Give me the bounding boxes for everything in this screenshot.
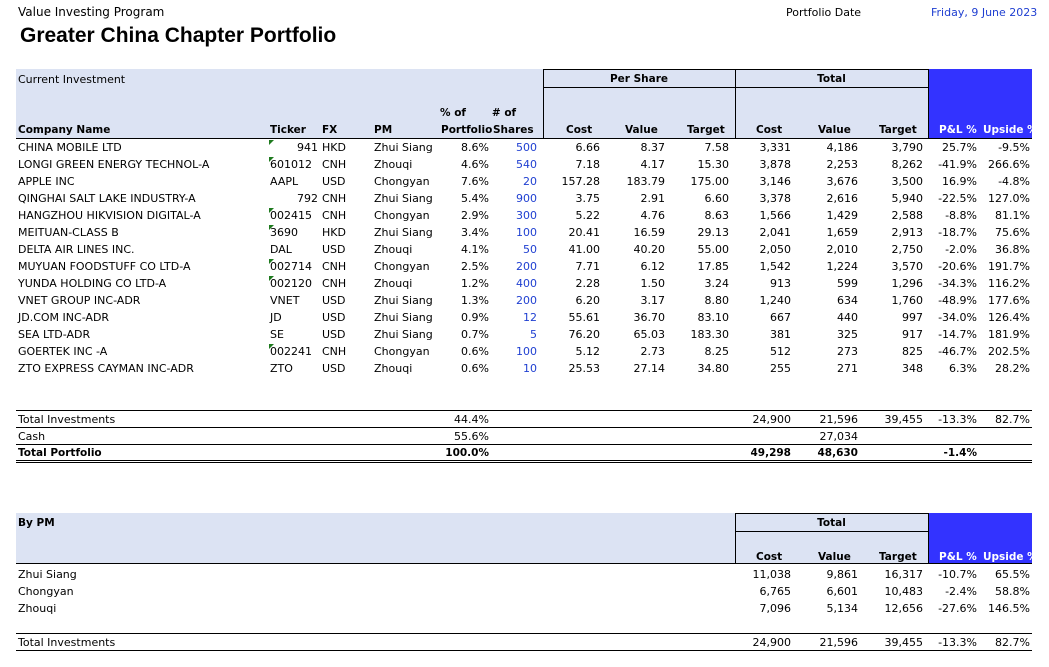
cell-t-value: 440 [837, 311, 858, 324]
cell-ticker: JD [270, 311, 282, 324]
cell-upside: 191.7% [988, 260, 1030, 273]
cell-upside: -9.5% [998, 141, 1030, 154]
cell-ticker: 941 [297, 141, 318, 154]
by-pm-top-line [735, 513, 928, 514]
cell-t-target: 917 [902, 328, 923, 341]
shares-header-line1: # of [491, 107, 517, 119]
table-row [0, 258, 1049, 275]
cell-fx: CNH [322, 158, 347, 171]
by-pm-total-label: Total Investments [18, 636, 116, 649]
pm-cell-target: 16,317 [884, 568, 923, 581]
pm-cell-cost: 6,765 [759, 585, 791, 598]
text-number-flag-icon [269, 344, 274, 349]
cell-t-cost: 2,050 [759, 243, 791, 256]
cell-upside: 181.9% [988, 328, 1030, 341]
cell-fx: USD [322, 243, 346, 256]
cell-ps-cost: 3.75 [575, 192, 600, 205]
cash-pct: 55.6% [454, 430, 489, 443]
cell-t-target: 348 [902, 362, 923, 375]
cell-pm: Zhui Siang [374, 311, 433, 324]
cell-ps-target: 6.60 [704, 192, 729, 205]
cell-fx: HKD [322, 141, 346, 154]
cell-ticker: SE [270, 328, 284, 341]
date-label: Portfolio Date [786, 6, 862, 19]
cell-t-value: 4,186 [826, 141, 858, 154]
cell-company: LONGI GREEN ENERGY TECHNOL-A [18, 158, 210, 171]
cell-ps-target: 34.80 [697, 362, 729, 375]
cell-shares: 12 [523, 311, 537, 324]
pm-cell-pl: -27.6% [938, 602, 977, 615]
cell-pct: 5.4% [461, 192, 489, 205]
cell-pct: 2.9% [461, 209, 489, 222]
cell-ps-value: 40.20 [633, 243, 665, 256]
cell-ps-target: 3.24 [704, 277, 729, 290]
pm-cell-pm: Chongyan [18, 585, 74, 598]
cell-shares: 5 [530, 328, 537, 341]
cell-ps-cost: 76.20 [568, 328, 600, 341]
col-ticker: Ticker [270, 124, 306, 136]
col-t-cost: Cost [756, 124, 783, 136]
col-t-target: Target [879, 124, 917, 136]
cell-pl: 6.3% [949, 362, 977, 375]
cell-company: MUYUAN FOODSTUFF CO LTD-A [18, 260, 191, 273]
text-number-flag-icon [269, 259, 274, 264]
cell-t-cost: 667 [770, 311, 791, 324]
cell-pl: -48.9% [938, 294, 977, 307]
cell-t-value: 325 [837, 328, 858, 341]
cell-pct: 0.7% [461, 328, 489, 341]
cell-ps-value: 6.12 [640, 260, 665, 273]
text-number-flag-icon [269, 208, 274, 213]
by-pm-total-right [928, 513, 929, 563]
cell-t-target: 2,588 [891, 209, 923, 222]
col-pl: P&L % [939, 124, 977, 136]
cell-pm: Chongyan [374, 260, 430, 273]
cell-ps-value: 36.70 [633, 311, 665, 324]
cell-t-target: 2,750 [891, 243, 923, 256]
table-row [0, 173, 1049, 190]
cell-pct: 2.5% [461, 260, 489, 273]
cell-t-value: 271 [837, 362, 858, 375]
cell-fx: USD [322, 175, 346, 188]
cell-ps-cost: 55.61 [568, 311, 600, 324]
cell-ps-target: 7.58 [704, 141, 729, 154]
cell-t-target: 2,913 [891, 226, 923, 239]
cell-pm: Zhui Siang [374, 226, 433, 239]
cell-ps-value: 4.17 [640, 158, 665, 171]
cell-ps-target: 8.25 [704, 345, 729, 358]
cell-t-cost: 1,566 [759, 209, 791, 222]
cell-shares: 100 [516, 226, 537, 239]
cell-ps-value: 2.73 [640, 345, 665, 358]
table-row [0, 275, 1049, 292]
cell-fx: CNH [322, 192, 347, 205]
cell-t-value: 599 [837, 277, 858, 290]
cell-t-value: 634 [837, 294, 858, 307]
cell-pm: Zhouqi [374, 243, 413, 256]
list-item [0, 600, 1049, 617]
cell-company: QINGHAI SALT LAKE INDUSTRY-A [18, 192, 196, 205]
pm-cell-target: 12,656 [884, 602, 923, 615]
by-pm-mid-line [735, 531, 928, 532]
cell-t-cost: 913 [770, 277, 791, 290]
table-row [0, 292, 1049, 309]
total-investments-label: Total Investments [18, 413, 116, 426]
by-pm-total-cost: 24,900 [752, 636, 791, 649]
total-portfolio-label: Total Portfolio [18, 447, 102, 459]
cell-pct: 4.6% [461, 158, 489, 171]
pm-cell-value: 5,134 [826, 602, 858, 615]
cell-pct: 0.9% [461, 311, 489, 324]
cell-company: GOERTEK INC -A [18, 345, 108, 358]
cell-ticker: 002241 [270, 345, 312, 358]
by-pm-total-header: Total [817, 517, 846, 529]
pm-cell-value: 6,601 [826, 585, 858, 598]
cell-pl: -18.7% [938, 226, 977, 239]
per-share-header: Per Share [609, 73, 669, 85]
text-number-flag-icon [269, 157, 274, 162]
by-pm-col-upside: Upside % [983, 551, 1038, 563]
cell-t-cost: 3,146 [759, 175, 791, 188]
cell-ticker: VNET [270, 294, 300, 307]
cell-t-value: 3,676 [826, 175, 858, 188]
cell-shares: 20 [523, 175, 537, 188]
cash-value: 27,034 [819, 430, 858, 443]
total-investments-value: 21,596 [819, 413, 858, 426]
cell-t-cost: 3,331 [759, 141, 791, 154]
cell-shares: 900 [516, 192, 537, 205]
cell-pl: -20.6% [938, 260, 977, 273]
cell-ps-value: 65.03 [633, 328, 665, 341]
cell-t-cost: 2,041 [759, 226, 791, 239]
cash-row [0, 428, 1049, 445]
pm-cell-pm: Zhui Siang [18, 568, 77, 581]
total-portfolio-cost: 49,298 [750, 447, 791, 459]
table-row [0, 156, 1049, 173]
cell-ps-value: 16.59 [633, 226, 665, 239]
text-number-flag-icon [269, 276, 274, 281]
cell-t-value: 273 [837, 345, 858, 358]
cell-ticker: 601012 [270, 158, 312, 171]
cell-t-value: 2,616 [826, 192, 858, 205]
total-right-border [928, 69, 929, 138]
cell-t-cost: 512 [770, 345, 791, 358]
cell-pm: Chongyan [374, 345, 430, 358]
cell-pm: Zhui Siang [374, 192, 433, 205]
text-number-flag-icon [269, 140, 274, 145]
cell-t-cost: 1,240 [759, 294, 791, 307]
by-pm-col-target: Target [879, 551, 917, 563]
cell-upside: 127.0% [988, 192, 1030, 205]
cell-ticker: AAPL [270, 175, 299, 188]
cell-fx: USD [322, 362, 346, 375]
cell-pl: -14.7% [938, 328, 977, 341]
total-investments-row [0, 411, 1049, 428]
cell-pl: -2.0% [945, 243, 977, 256]
pm-cell-upside: 146.5% [988, 602, 1030, 615]
cell-company: ZTO EXPRESS CAYMAN INC-ADR [18, 362, 194, 375]
cell-pl: 16.9% [942, 175, 977, 188]
cell-ps-cost: 157.28 [561, 175, 600, 188]
pm-cell-upside: 58.8% [995, 585, 1030, 598]
cell-t-target: 5,940 [891, 192, 923, 205]
total-header: Total [817, 73, 846, 85]
cell-upside: -4.8% [998, 175, 1030, 188]
cell-upside: 202.5% [988, 345, 1030, 358]
cell-ps-target: 17.85 [697, 260, 729, 273]
cell-upside: 266.6% [988, 158, 1030, 171]
cell-ps-cost: 6.20 [575, 294, 600, 307]
cell-t-cost: 381 [770, 328, 791, 341]
cell-ticker: 002120 [270, 277, 312, 290]
by-pm-total-upside: 82.7% [995, 636, 1030, 649]
cell-pct: 1.2% [461, 277, 489, 290]
cell-pct: 8.6% [461, 141, 489, 154]
cell-t-cost: 3,878 [759, 158, 791, 171]
col-t-value: Value [818, 124, 851, 136]
cell-ps-value: 8.37 [640, 141, 665, 154]
cell-t-value: 1,224 [826, 260, 858, 273]
total-investments-upside: 82.7% [995, 413, 1030, 426]
cell-upside: 36.8% [995, 243, 1030, 256]
cell-fx: USD [322, 311, 346, 324]
cell-company: VNET GROUP INC-ADR [18, 294, 141, 307]
cell-shares: 500 [516, 141, 537, 154]
col-upside: Upside % [983, 124, 1038, 136]
total-investments-pl: -13.3% [938, 413, 977, 426]
cell-ps-cost: 25.53 [568, 362, 600, 375]
cell-ps-target: 8.63 [704, 209, 729, 222]
cell-pct: 0.6% [461, 362, 489, 375]
table-row [0, 326, 1049, 343]
cell-pct: 1.3% [461, 294, 489, 307]
pm-cell-value: 9,861 [826, 568, 858, 581]
cell-ps-cost: 2.28 [575, 277, 600, 290]
cell-ps-cost: 5.12 [575, 345, 600, 358]
cell-pm: Zhui Siang [374, 141, 433, 154]
cell-company: SEA LTD-ADR [18, 328, 91, 341]
cell-company: CHINA MOBILE LTD [18, 141, 122, 154]
cell-ticker: 792 [297, 192, 318, 205]
by-pm-col-cost: Cost [756, 551, 783, 563]
cell-ps-value: 4.76 [640, 209, 665, 222]
table-row [0, 309, 1049, 326]
col-ps-target: Target [687, 124, 725, 136]
cell-fx: USD [322, 294, 346, 307]
table-row [0, 224, 1049, 241]
cell-pl: -22.5% [938, 192, 977, 205]
cell-pl: 25.7% [942, 141, 977, 154]
cell-shares: 300 [516, 209, 537, 222]
cell-pct: 0.6% [461, 345, 489, 358]
section-current-investment: Current Investment [18, 73, 126, 86]
table-row [0, 139, 1049, 156]
cell-ps-target: 55.00 [697, 243, 729, 256]
cell-ps-value: 2.91 [640, 192, 665, 205]
cell-t-target: 3,790 [891, 141, 923, 154]
col-ps-value: Value [625, 124, 658, 136]
by-pm-total-row [0, 634, 1049, 651]
cell-pm: Zhouqi [374, 362, 413, 375]
section-by-pm: By PM [18, 517, 55, 529]
table-row [0, 343, 1049, 360]
cell-fx: CNH [322, 209, 347, 222]
cell-ps-cost: 41.00 [568, 243, 600, 256]
cell-shares: 10 [523, 362, 537, 375]
cash-label: Cash [18, 430, 46, 443]
cell-company: DELTA AIR LINES INC. [18, 243, 135, 256]
total-investments-pct: 44.4% [454, 413, 489, 426]
cell-pm: Chongyan [374, 209, 430, 222]
cell-upside: 116.2% [988, 277, 1030, 290]
cell-pct: 4.1% [461, 243, 489, 256]
cell-t-target: 997 [902, 311, 923, 324]
cell-ps-value: 27.14 [633, 362, 665, 375]
cell-ps-cost: 7.18 [575, 158, 600, 171]
cell-t-value: 1,429 [826, 209, 858, 222]
cell-t-target: 3,500 [891, 175, 923, 188]
total-portfolio-value: 48,630 [817, 447, 858, 459]
cell-pm: Zhouqi [374, 158, 413, 171]
list-item [0, 583, 1049, 600]
pm-cell-cost: 11,038 [752, 568, 791, 581]
cell-t-value: 2,010 [826, 243, 858, 256]
total-portfolio-pl: -1.4% [943, 447, 977, 459]
cell-t-value: 1,659 [826, 226, 858, 239]
cell-pl: -34.3% [938, 277, 977, 290]
cell-pct: 7.6% [461, 175, 489, 188]
page-title: Greater China Chapter Portfolio [20, 24, 337, 47]
total-portfolio-row [0, 445, 1049, 462]
by-pm-total-target: 39,455 [884, 636, 923, 649]
cell-ps-target: 15.30 [697, 158, 729, 171]
pm-cell-pm: Zhouqi [18, 602, 57, 615]
cell-company: YUNDA HOLDING CO LTD-A [18, 277, 167, 290]
cell-fx: CNH [322, 260, 347, 273]
by-pm-total-pl: -13.3% [938, 636, 977, 649]
cell-shares: 540 [516, 158, 537, 171]
cell-company: APPLE INC [18, 175, 75, 188]
total-portfolio-pct: 100.0% [445, 447, 489, 459]
by-pm-col-value: Value [818, 551, 851, 563]
cell-ticker: 3690 [270, 226, 298, 239]
pm-cell-pl: -2.4% [945, 585, 977, 598]
pm-cell-pl: -10.7% [938, 568, 977, 581]
cell-ticker: 002415 [270, 209, 312, 222]
cell-fx: CNH [322, 277, 347, 290]
cell-t-cost: 3,378 [759, 192, 791, 205]
cell-ps-target: 8.80 [704, 294, 729, 307]
cell-t-cost: 255 [770, 362, 791, 375]
total-investments-target: 39,455 [884, 413, 923, 426]
cell-upside: 81.1% [995, 209, 1030, 222]
pm-cell-upside: 65.5% [995, 568, 1030, 581]
cell-t-target: 1,760 [891, 294, 923, 307]
cell-ps-value: 183.79 [626, 175, 665, 188]
cell-upside: 28.2% [995, 362, 1030, 375]
by-pm-total-value: 21,596 [819, 636, 858, 649]
cell-fx: HKD [322, 226, 346, 239]
cell-ps-target: 183.30 [690, 328, 729, 341]
text-number-flag-icon [269, 225, 274, 230]
cell-fx: USD [322, 328, 346, 341]
cell-ticker: 002714 [270, 260, 312, 273]
cell-ticker: DAL [270, 243, 292, 256]
cell-shares: 50 [523, 243, 537, 256]
cell-pm: Zhouqi [374, 277, 413, 290]
cell-company: HANGZHOU HIKVISION DIGITAL-A [18, 209, 201, 222]
by-pm-col-pl: P&L % [939, 551, 977, 563]
col-pm: PM [374, 124, 393, 136]
cell-shares: 200 [516, 294, 537, 307]
cell-upside: 75.6% [995, 226, 1030, 239]
program-name: Value Investing Program [18, 5, 165, 19]
cell-t-cost: 1,542 [759, 260, 791, 273]
date-value: Friday, 9 June 2023 [931, 6, 1038, 19]
table-row [0, 241, 1049, 258]
cell-t-value: 2,253 [826, 158, 858, 171]
cell-pm: Zhui Siang [374, 294, 433, 307]
total-investments-cost: 24,900 [752, 413, 791, 426]
cell-ps-cost: 5.22 [575, 209, 600, 222]
cell-pct: 3.4% [461, 226, 489, 239]
cell-upside: 126.4% [988, 311, 1030, 324]
cell-pl: -34.0% [938, 311, 977, 324]
col-shares: Shares [493, 124, 534, 136]
table-row [0, 190, 1049, 207]
cell-company: MEITUAN-CLASS B [18, 226, 119, 239]
cell-ps-value: 1.50 [640, 277, 665, 290]
col-company: Company Name [18, 124, 111, 136]
cell-ticker: ZTO [270, 362, 293, 375]
summary-double-line [16, 462, 1032, 463]
col-pct: Portfolio [441, 124, 493, 136]
cell-pm: Zhui Siang [374, 328, 433, 341]
table-row [0, 207, 1049, 224]
cell-ps-target: 83.10 [697, 311, 729, 324]
by-pm-header-bottom [16, 563, 1032, 564]
cell-shares: 400 [516, 277, 537, 290]
cell-pl: -41.9% [938, 158, 977, 171]
cell-pm: Chongyan [374, 175, 430, 188]
cell-t-target: 3,570 [891, 260, 923, 273]
table-row [0, 360, 1049, 377]
cell-company: JD.COM INC-ADR [18, 311, 110, 324]
cell-ps-cost: 7.71 [575, 260, 600, 273]
cell-upside: 177.6% [988, 294, 1030, 307]
cell-ps-target: 29.13 [697, 226, 729, 239]
pm-cell-target: 10,483 [884, 585, 923, 598]
cell-ps-cost: 6.66 [575, 141, 600, 154]
cell-shares: 100 [516, 345, 537, 358]
cell-pl: -46.7% [938, 345, 977, 358]
cell-ps-target: 175.00 [690, 175, 729, 188]
pct-header-line1: % of [440, 107, 466, 119]
cell-t-target: 825 [902, 345, 923, 358]
col-fx: FX [322, 124, 338, 136]
cell-ps-value: 3.17 [640, 294, 665, 307]
cell-t-target: 1,296 [891, 277, 923, 290]
col-ps-cost: Cost [566, 124, 593, 136]
list-item [0, 566, 1049, 583]
cell-shares: 200 [516, 260, 537, 273]
cell-pl: -8.8% [945, 209, 977, 222]
pm-cell-cost: 7,096 [759, 602, 791, 615]
cell-fx: CNH [322, 345, 347, 358]
cell-ps-cost: 20.41 [568, 226, 600, 239]
cell-t-target: 8,262 [891, 158, 923, 171]
